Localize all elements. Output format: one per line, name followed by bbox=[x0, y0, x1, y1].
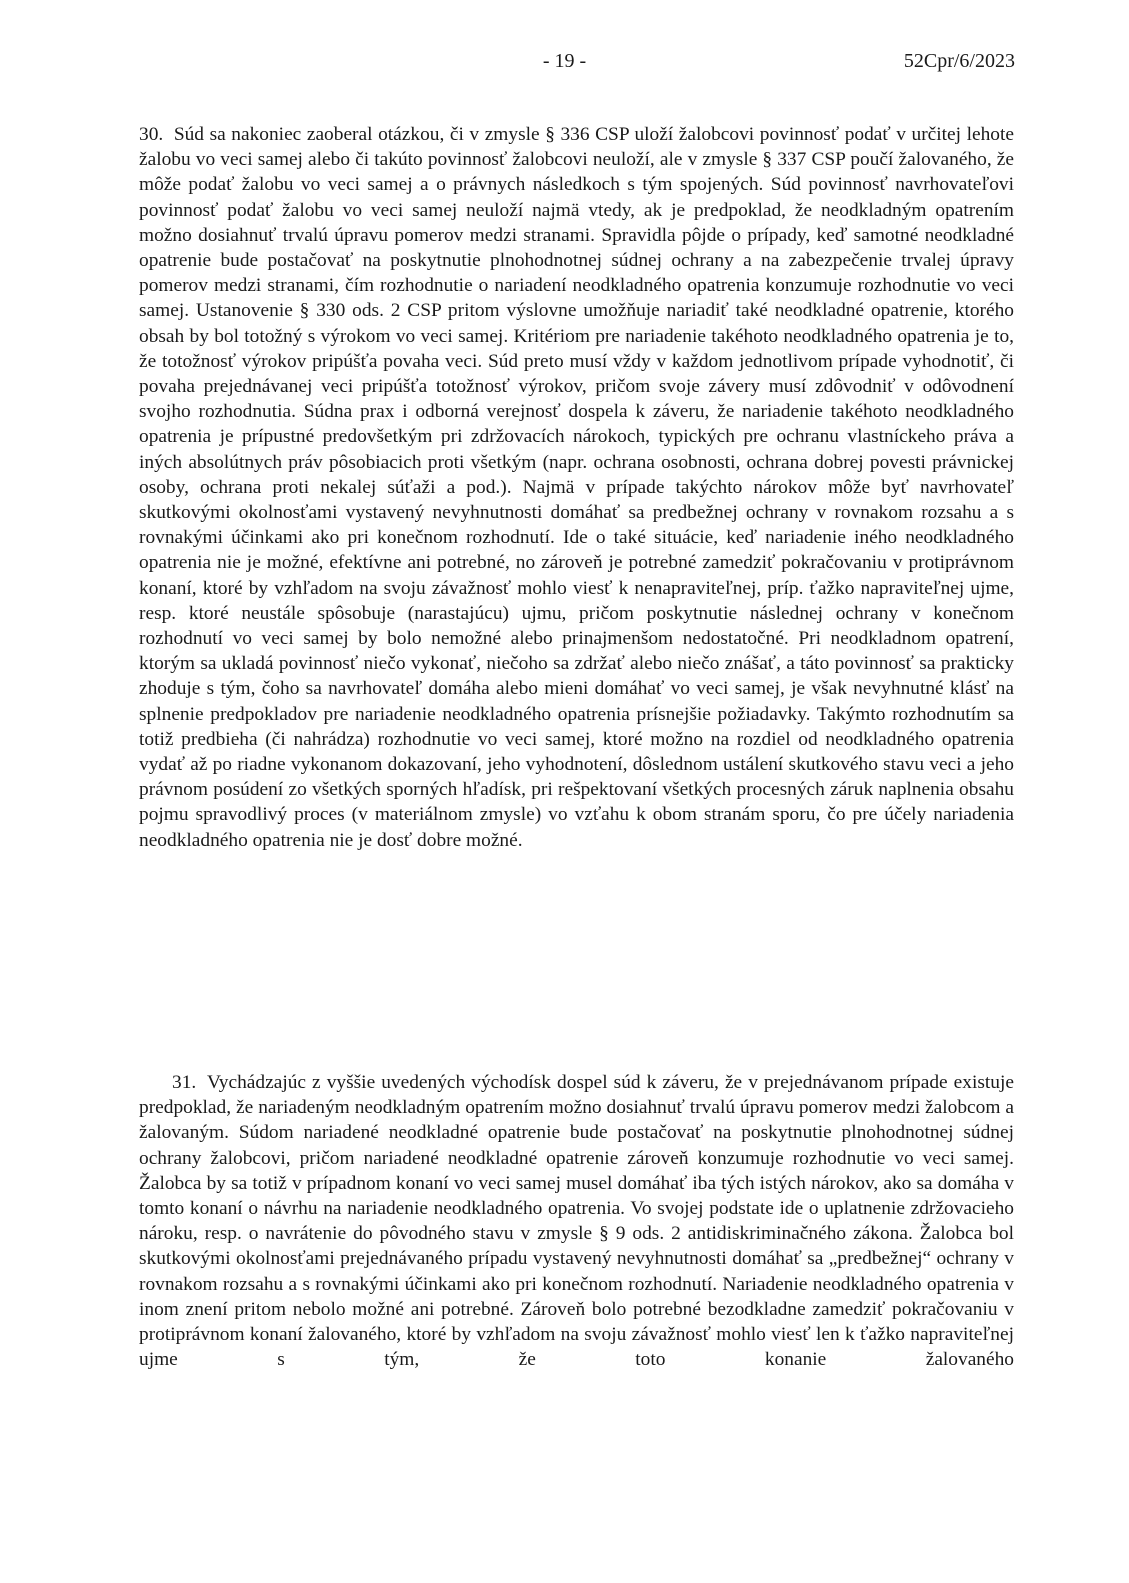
paragraph-number: 30. bbox=[139, 124, 164, 145]
paragraph-text: Súd sa nakoniec zaoberal otázkou, či v zmysle § 336 CSP uloží žalobcovi povinnosť podať v určitej lehote žalobu vo veci samej alebo či takúto povinnosť žalobcovi neuloží, ale v zmysle § 337 CSP poučí žalovaného, že môže podať žalobu vo veci samej a o právnych následkoch s tým spojených. Súd povinnosť navrhovateľovi povinnosť podať žalobu vo veci samej neuloží najmä vtedy, ak je predpoklad, že neodkladným opatrením možno dosiahnuť trvalú úpravu pomerov medzi stranami. Spravidla pôjde o prípady, keď samotné neodkladné opatrenie bude postačovať na poskytnutie plnohodnotnej súdnej ochrany a na zabezpečenie trvalej úpravy pomerov medzi stranami, čím rozhodnutie o nariadení neodkladného opatrenia konzumuje rozhodnutie vo veci samej. Ustanovenie § 330 ods. 2 CSP pritom výslovne umožňuje nariadiť také neodkladné opatrenie, ktorého obsah by bol totožný s výrokom vo veci samej. Kritériom pre nariadenie takéhoto neodkladného opatrenia je to, že totožnosť výrokov pripúšťa povaha veci. Súd preto musí vždy v každom jednotlivom prípade vyhodnotiť, či povaha prejednávanej veci pripúšťa totožnosť výrokov, pričom svoje závery musí zdôvodniť v odôvodnení svojho rozhodnutia. Súdna prax i odborná verejnosť dospela k záveru, že nariadenie takéhoto neodkladného opatrenia je prípustné predovšetkým pri zdržovacích nárokoch, typických pre ochranu vlastníckeho práva a iných absolútnych práv pôsobiacich proti všetkým (napr. ochrana osobnosti, ochrana dobrej povesti právnickej osoby, ochrana proti nekalej súťaži a pod.). Najmä v prípade takýchto nárokov môže byť navrhovateľ skutkovými okolnosťami vystavený nevyhnutnosti domáhať sa predbežnej ochrany v rovnakom rozsahu a s rovnakými účinkami ako pri konečnom rozhodnutí. Ide o také situácie, keď nariadenie iného neodkladného opatrenia nie je možné, efektívne ani potrebné, no zároveň je potrebné zamedziť pokračovaniu v protiprávnom konaní, ktoré by vzhľadom na svoju závažnosť mohlo viesť k nenapraviteľnej, príp. ťažko napraviteľnej ujme, resp. ktoré neustále spôsobuje (narastajúcu) ujmu, pričom poskytnutie následnej ochrany v konečnom rozhodnutí vo veci samej by bolo nemožné alebo prinajmenšom nedostatočné. Pri neodkladnom opatrení, ktorým sa ukladá povinnosť niečo vykonať, niečoho sa zdržať alebo niečo znášať, a táto povinnosť sa prakticky zhoduje s tým, čoho sa navrhovateľ domáha alebo mieni domáhať vo veci samej, je však nevyhnutné klásť na splnenie predpokladov pre nariadenie neodkladného opatrenia prísnejšie požiadavky. Takýmto rozhodnutím sa totiž predbieha (či nahrádza) rozhodnutie vo veci samej, ktoré možno na rozdiel od neodkladného opatrenia vydať až po riadne vykonanom dokazovaní, jeho vyhodnotení, dôslednom ustálení skutkového stavu veci a jeho právnom posúdení zo všetkých sporných hľadísk, pri rešpektovaní všetkých procesných záruk naplnenia obsahu pojmu spravodlivý proces (v materiálnom zmysle) vo vzťahu k obom stranám sporu, čo pre účely nariadenia neodkladného opatrenia nie je dosť dobre možné. bbox=[139, 124, 1014, 851]
case-number: 52Cpr/6/2023 bbox=[903, 50, 1015, 72]
page-header bbox=[0, 50, 1129, 80]
page-number: - 19 - bbox=[542, 50, 587, 72]
paragraph-text: Vychádzajúc z vyššie uvedených východísk dospel súd k záveru, že v prejednávanom prípade existuje predpoklad, že nariadeným neodkladným opatrením možno dosiahnuť trvalú úpravu pomerov medzi žalobcom a žalovaným. Súdom nariadené neodkladné opatrenie bude postačovať na poskytnutie plnohodnotnej súdnej ochrany žalobcovi, pričom nariadené neodkladné opatrenie zároveň konzumuje rozhodnutie vo veci samej. Žalobca by sa totiž v prípadnom konaní vo veci samej musel domáhať iba tých istých nárokov, ako sa domáha v tomto konaní o návrhu na nariadenie neodkladného opatrenia. Vo svojej podstate ide o uplatnenie zdržovacieho nároku, resp. o navrátenie do pôvodného stavu v zmysle § 9 ods. 2 antidiskriminačného zákona. Žalobca bol skutkovými okolnosťami prejednávaného prípadu vystavený nevyhnutnosti domáhať sa „predbežnej“ ochrany v rovnakom rozsahu a s rovnakými účinkami ako pri konečnom rozhodnutí. Nariadenie neodkladného opatrenia v inom znení pritom nebolo možné ani potrebné. Zároveň bolo potrebné bezodkladne zamedziť pokračovaniu v protiprávnom konaní žalovaného, ktoré by vzhľadom na svoju závažnosť mohlo viesť len k ťažko napraviteľnej ujme s tým, že toto konanie žalovaného bbox=[139, 1072, 1014, 1371]
paragraph-30 bbox=[139, 122, 1014, 853]
paragraph-number: 31. bbox=[172, 1072, 197, 1093]
paragraph-31 bbox=[139, 1070, 1014, 1372]
